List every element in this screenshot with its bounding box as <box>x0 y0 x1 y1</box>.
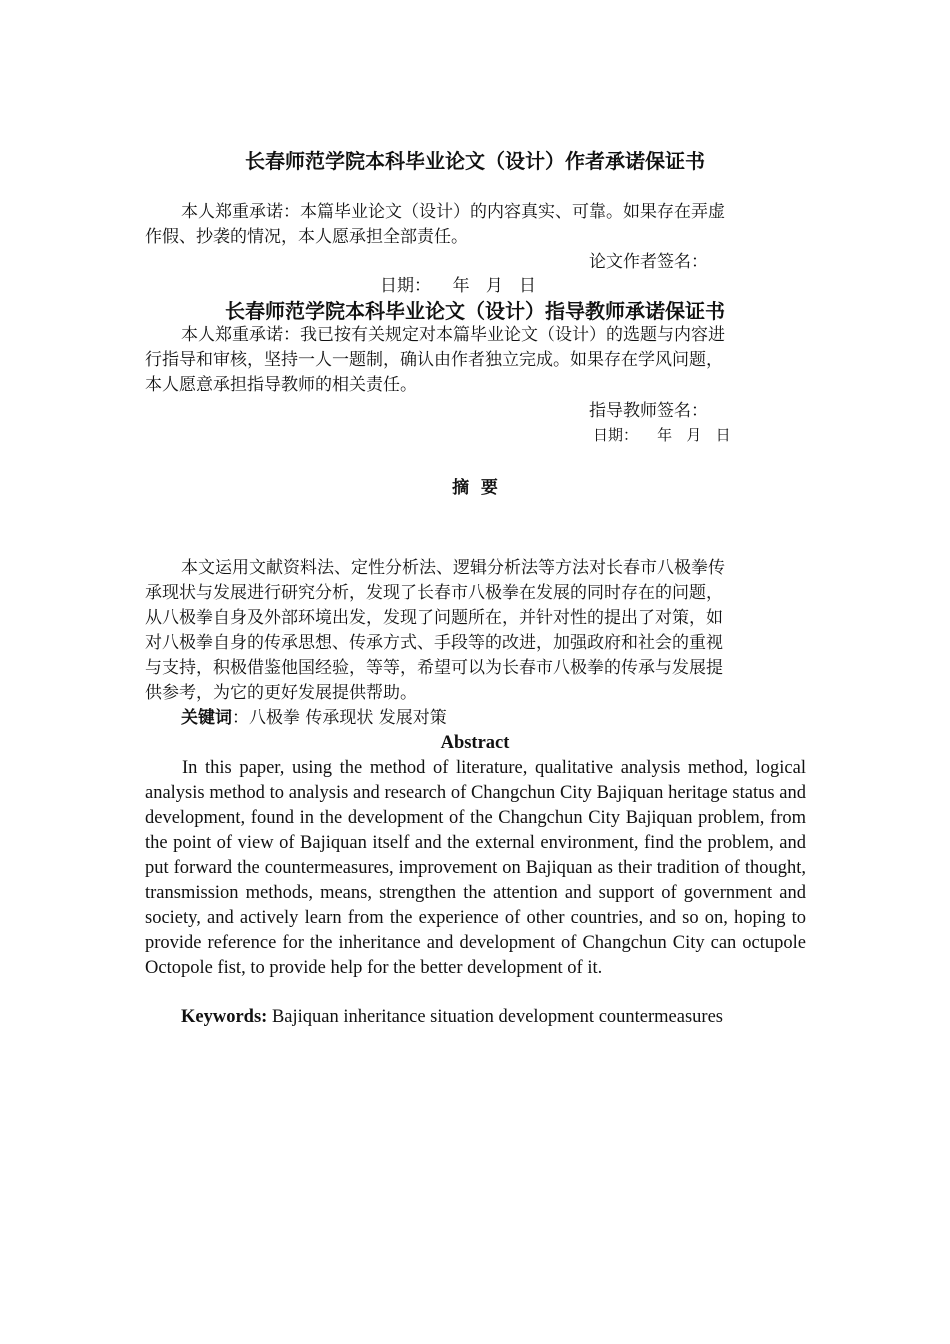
abstract-cn-heading: 摘 要 <box>452 478 498 498</box>
author-pledge-line-2: 作假、抄袭的情况，本人愿承担全部责任。 <box>145 227 468 247</box>
abstract-cn-keywords <box>181 706 447 731</box>
abstract-cn-line-4: 对八极拳自身的传承思想、传承方式、手段等的改进，加强政府和社会的重视 <box>145 633 723 653</box>
abstract-cn-keywords-sep: ： <box>232 708 249 728</box>
advisor-date-line: 日期： 年 月 日 <box>593 426 731 444</box>
abstract-cn-line-6: 供参考，为它的更好发展提供帮助。 <box>145 683 417 703</box>
author-signature-label: 论文作者签名： <box>589 252 708 272</box>
abstract-cn-keywords-label: 关键词 <box>181 708 232 728</box>
abstract-cn-line-2: 承现状与发展进行研究分析，发现了长春市八极拳在发展的同时存在的问题， <box>145 583 723 603</box>
advisor-pledge-line-3: 本人愿意承担指导教师的相关责任。 <box>145 375 417 395</box>
author-pledge-body <box>145 200 805 250</box>
abstract-en-heading: Abstract <box>440 733 510 753</box>
abstract-en-keywords-value: Bajiquan inheritance situation development countermeasures <box>267 1007 723 1027</box>
advisor-pledge-title: 长春师范学院本科毕业论文（设计）指导教师承诺保证书 <box>225 299 725 323</box>
author-pledge-line-1: 本人郑重承诺：本篇毕业论文（设计）的内容真实、可靠。如果存在弄虚 <box>181 202 725 222</box>
author-date-line: 日期： 年 月 日 <box>380 276 537 296</box>
advisor-pledge-line-2: 行指导和审核，坚持一人一题制，确认由作者独立完成。如果存在学风问题， <box>145 350 723 370</box>
abstract-en-keywords-label: Keywords: <box>181 1007 268 1027</box>
author-pledge-title: 长春师范学院本科毕业论文（设计）作者承诺保证书 <box>245 149 705 173</box>
advisor-signature-label: 指导教师签名： <box>589 401 708 421</box>
abstract-cn-body <box>145 556 805 706</box>
abstract-en-body: In this paper, using the method of literature, qualitative analysis method, logical analysis method to analysis and research of Changchun City Bajiquan heritage status and development, found in the development of the Changchun City Bajiquan problem, from the point of view of Bajiquan itself and the external environment, find the problem, and put forward the countermeasures, improvement on Bajiquan as their tradition of thought, transmission methods, means, strengthen the attention and support of government and society, and actively learn from the experience of other countries, and so on, hoping to provide reference for the inheritance and development of Changchun City can octupole Octopole fist, to provide help for the better development of it. <box>145 758 806 978</box>
abstract-cn-line-5: 与支持，积极借鉴他国经验，等等，希望可以为长春市八极拳的传承与发展提 <box>145 658 723 678</box>
abstract-en-keywords <box>181 1005 723 1030</box>
advisor-pledge-body <box>145 323 805 398</box>
abstract-cn-keywords-value: 八极拳 传承现状 发展对策 <box>249 708 447 728</box>
abstract-cn-line-3: 从八极拳自身及外部环境出发，发现了问题所在，并针对性的提出了对策，如 <box>145 608 723 628</box>
abstract-cn-line-1: 本文运用文献资料法、定性分析法、逻辑分析法等方法对长春市八极拳传 <box>181 558 725 578</box>
advisor-pledge-line-1: 本人郑重承诺：我已按有关规定对本篇毕业论文（设计）的选题与内容进 <box>181 325 725 345</box>
